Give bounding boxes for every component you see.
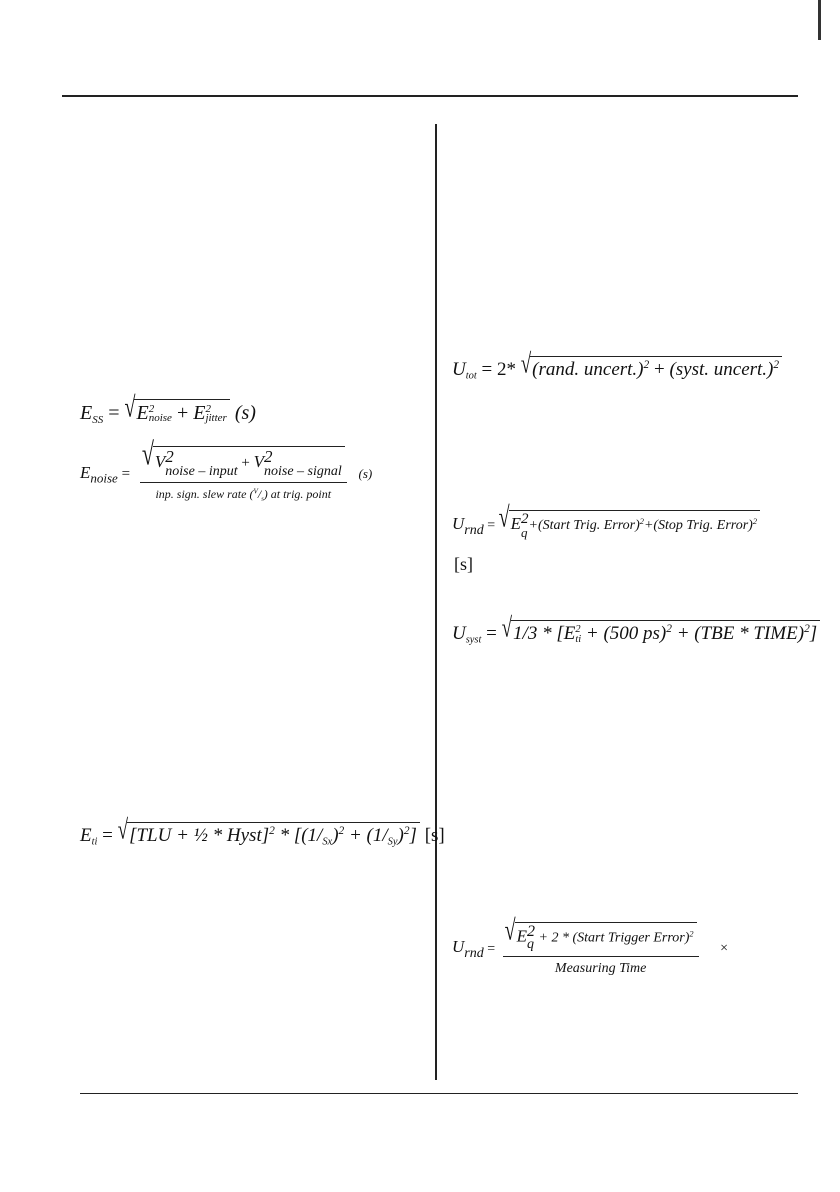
header-rule xyxy=(62,95,798,97)
eti-lhs: $E_{ti}$ xyxy=(80,825,98,848)
equation-utot: $U_{tot} = 2*$ √(rand. uncert.)$^2$ + (syst. uncert.)$^2$ xyxy=(452,356,782,382)
footer-rule xyxy=(80,1093,798,1094)
enoise-lhs: Enoise xyxy=(80,462,118,486)
urnd-lhs: Urnd xyxy=(452,513,484,538)
ess-lhs: $E_{SS}$ xyxy=(80,402,104,426)
usyst-radicand: 1/3 * [E 2 ti + (500 ps)$^2$ + (TBE * TIME)$^2$] xyxy=(511,620,820,645)
column-divider xyxy=(435,124,437,1080)
equation-eti: $E_{ti} = √[TLU$ + ½ * Hyst]$^2$ * $[(1/_{Sx})^2 + (1/_{Sy})^2]$ [s] xyxy=(80,815,445,848)
urnd2-lhs: Urnd xyxy=(452,937,484,961)
utot-radicand: (rand. uncert.)$^2$ + (syst. uncert.)$^2$ xyxy=(530,356,782,381)
tab-marker xyxy=(818,0,821,40)
equation-urnd: Urnd = √E 2 q +(Start Trig. Error)$^2$+(Stop Trig. Error)$^2$ xyxy=(452,510,760,539)
ess-radicand: E 2 noise + E 2 jitter xyxy=(134,399,229,425)
eti-radicand: [TLU + ½ * Hyst]$^2$ * $[(1/_{Sx})^2 + (1/_{Sy})^2]$ xyxy=(127,822,420,848)
urnd-unit: [s] xyxy=(454,554,473,574)
enoise-fraction: √V 2 noise – input + V 2 noise – signal inp. sign. slew rate $(^V/_s)$ at trig. point xyxy=(140,446,347,503)
urnd2-fraction: √E 2 q + 2 * (Start Trigger Error)$^2$ Measuring Time xyxy=(503,922,699,977)
usyst-lhs: $U_{syst}$ xyxy=(452,623,482,646)
equation-enoise: Enoise = √V 2 noise – input + V 2 noise – signal inp. sign. slew rate $(^V/_s)$ at trig. point (s) xyxy=(80,435,373,503)
equation-usyst: $U_{syst} = √1/3 * [E$ 2 ti + (500 ps)$^2$ + (TBE * TIME)$^2$] xyxy=(452,620,820,646)
equation-ess: $E_{SS} = √E$ 2 noise + E 2 jitter (s) xyxy=(80,391,256,426)
equation-urnd2: Urnd = √E 2 q + 2 * (Start Trigger Error)$^2$ Measuring Time × xyxy=(452,914,728,976)
utot-lhs: $U_{tot}$ xyxy=(452,359,477,382)
urnd-radicand: E 2 q +(Start Trig. Error)$^2$+(Stop Trig. Error)$^2$ xyxy=(509,510,760,538)
